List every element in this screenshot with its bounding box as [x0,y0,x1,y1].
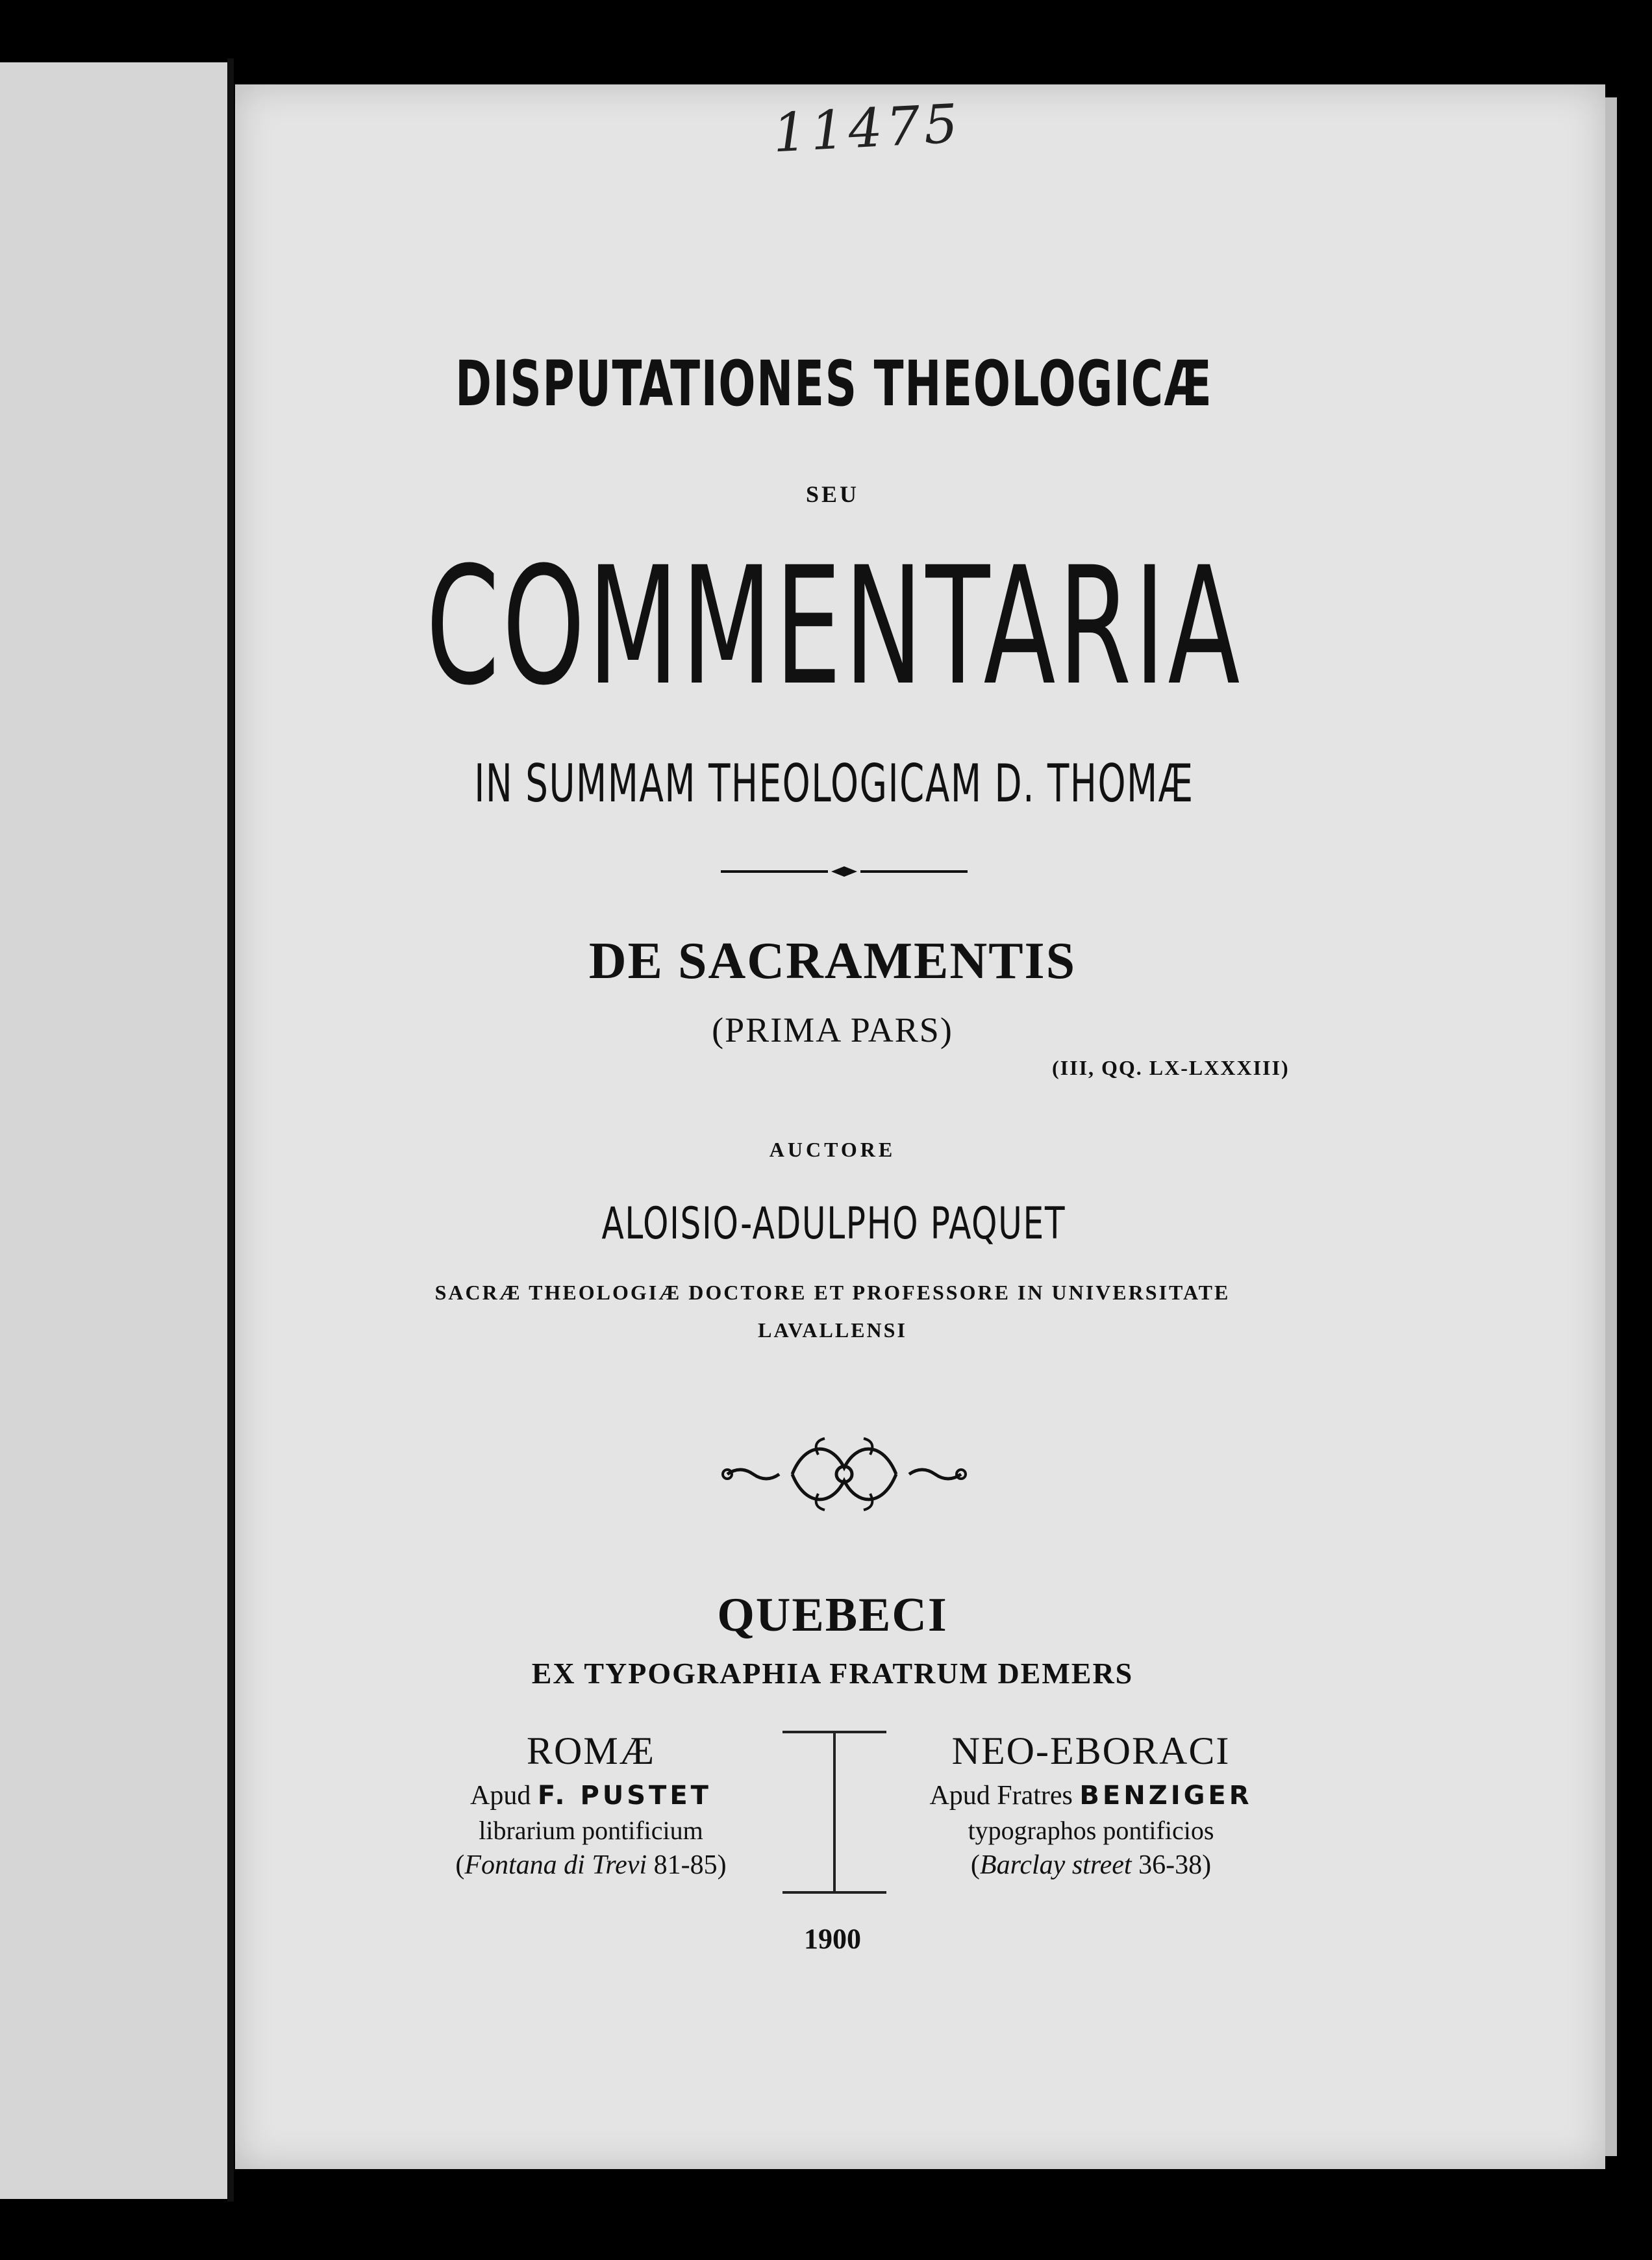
right-address-number: 36-38 [1138,1850,1203,1880]
main-title: COMMENTARIA [425,532,1243,721]
left-city: ROMÆ [526,1729,656,1772]
section-title: DE SACRAMENTIS [588,933,1077,990]
right-role: typographos pontificios [968,1815,1214,1845]
title-line-1: DISPUTATIONES THEOLOGICÆ [455,347,1213,420]
left-address: (Fontana di Trevi 81-85) [455,1850,727,1880]
left-apud: Apud [470,1781,531,1811]
publication-year: 1900 [804,1923,861,1955]
left-address-number: 81-85 [653,1850,718,1880]
right-city: NEO-EBORACI [951,1729,1231,1772]
right-publisher: BENZIGER [1079,1781,1253,1811]
imprint-right-column [864,1727,1318,1883]
divider-bottom [782,1891,886,1894]
right-address: (Barclay street 36-38) [970,1850,1212,1880]
right-apud-line [864,1778,1318,1814]
page-edge [1605,97,1617,2156]
part-label: (PRIMA PARS) [712,1011,953,1049]
imprint-city: QUEBECI [717,1588,948,1642]
left-role: librarium pontificium [479,1815,703,1845]
flourish-ornament [714,1429,974,1513]
imprint-printer: EX TYPOGRAPHIA FRATRUM DEMERS [531,1657,1134,1690]
rule-ornament [721,859,968,885]
author-title-line-1: SACRÆ THEOLOGIÆ DOCTORE ET PROFESSORE IN UNIVERSITATE [434,1281,1231,1304]
right-apud: Apud Fratres [929,1781,1073,1811]
left-publisher: F. PUSTET [537,1781,712,1811]
handwritten-number: 11475 [771,93,964,165]
left-address-street: Fontana di Trevi [464,1850,647,1880]
imprint-left-column [364,1727,818,1883]
author-title-line-2: LAVALLENSI [758,1318,907,1342]
facing-page [0,62,227,2199]
right-address-street: Barclay street [979,1850,1132,1880]
divider-vertical [833,1731,836,1893]
book-spine [227,58,234,2202]
author-name: ALOISIO-ADULPHO PAQUET [601,1198,1066,1249]
subtitle: IN SUMMAM THEOLOGICAM D. THOMÆ [474,753,1194,814]
left-apud-line [364,1778,818,1814]
questions-label: (III, QQ. LX-LXXXIII) [1052,1056,1290,1079]
seu-word: SEU [805,481,860,507]
auctore-label: AUCTORE [769,1138,896,1161]
